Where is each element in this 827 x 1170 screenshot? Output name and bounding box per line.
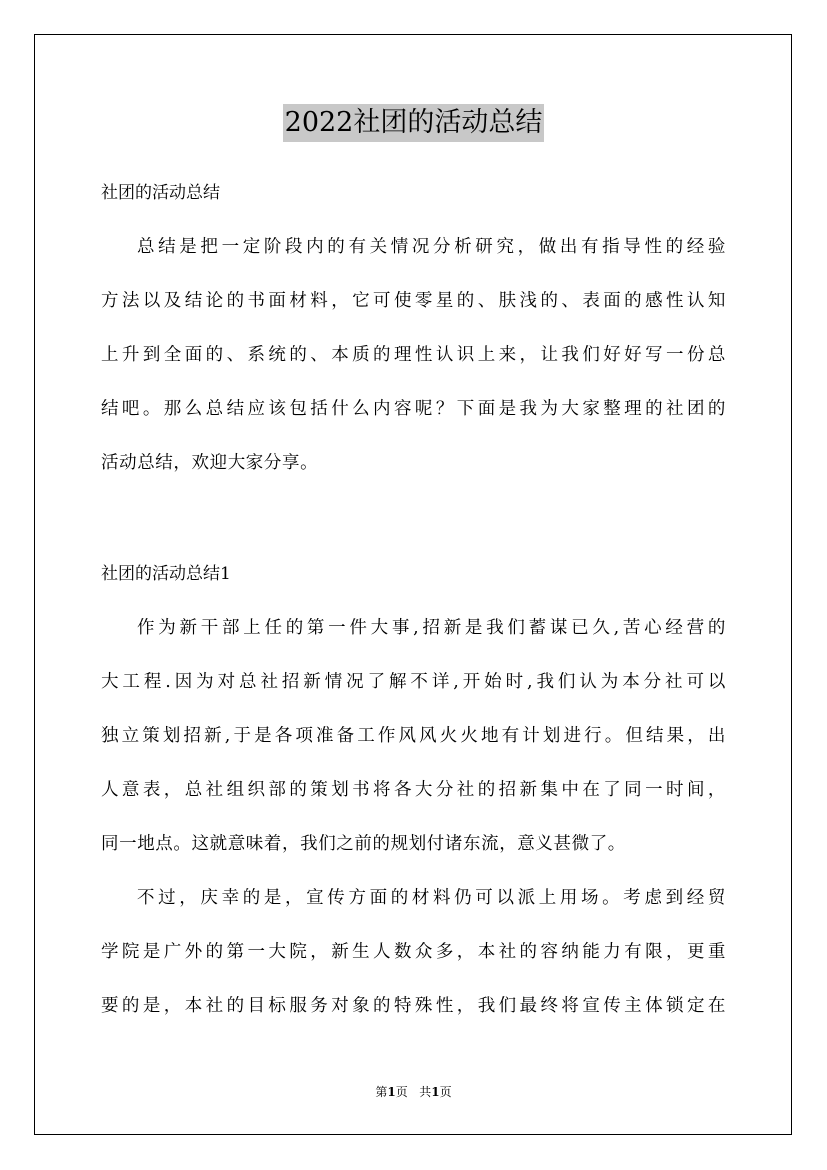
paragraph-line: 上升到全面的、系统的、本质的理性认识上来，让我们好好写一份总 xyxy=(101,345,726,365)
section1-paragraph-1 xyxy=(101,601,726,871)
paragraph-line: 方法以及结论的书面材料，它可使零星的、肤浅的、表面的感性认知 xyxy=(101,291,726,311)
paragraph-line: 作为新干部上任的第一件大事,招新是我们蓄谋已久,苦心经营的 xyxy=(137,618,726,638)
paragraph-line: 要的是，本社的目标服务对象的特殊性，我们最终将宣传主体锁定在 xyxy=(101,996,726,1016)
section1-paragraph-2 xyxy=(101,871,726,1033)
total-pages: 1 xyxy=(431,1085,440,1099)
total-suffix: 页 xyxy=(439,1085,452,1099)
page-footer xyxy=(0,1084,827,1100)
page-prefix: 第 xyxy=(375,1085,388,1099)
intro-paragraph xyxy=(101,220,726,490)
paragraph-line: 同一地点。这就意味着，我们之前的规划付诸东流，意义甚微了。 xyxy=(101,834,626,854)
paragraph-line: 独立策划招新,于是各项准备工作风风火火地有计划进行。但结果，出 xyxy=(101,726,726,746)
paragraph-line: 学院是广外的第一大院，新生人数众多，本社的容纳能力有限，更重 xyxy=(101,942,726,962)
document-title: 2022社团的活动总结 xyxy=(283,104,545,142)
paragraph-line: 总结是把一定阶段内的有关情况分析研究，做出有指导性的经验 xyxy=(137,237,726,257)
paragraph-line: 不过，庆幸的是，宣传方面的材料仍可以派上用场。考虑到经贸 xyxy=(137,888,726,908)
total-prefix: 共 xyxy=(419,1085,432,1099)
paragraph-line: 结吧。那么总结应该包括什么内容呢？下面是我为大家整理的社团的 xyxy=(101,399,726,419)
section-heading: 社团的活动总结1 xyxy=(101,564,231,584)
document-subtitle: 社团的活动总结 xyxy=(101,183,220,203)
paragraph-line: 活动总结，欢迎大家分享。 xyxy=(101,453,319,473)
paragraph-line: 人意表，总社组织部的策划书将各大分社的招新集中在了同一时间， xyxy=(101,780,726,800)
page-suffix: 页 xyxy=(395,1085,408,1099)
paragraph-line: 大工程.因为对总社招新情况了解不详,开始时,我们认为本分社可以 xyxy=(101,672,726,692)
title-container xyxy=(0,104,827,142)
page-number: 1 xyxy=(387,1085,396,1099)
